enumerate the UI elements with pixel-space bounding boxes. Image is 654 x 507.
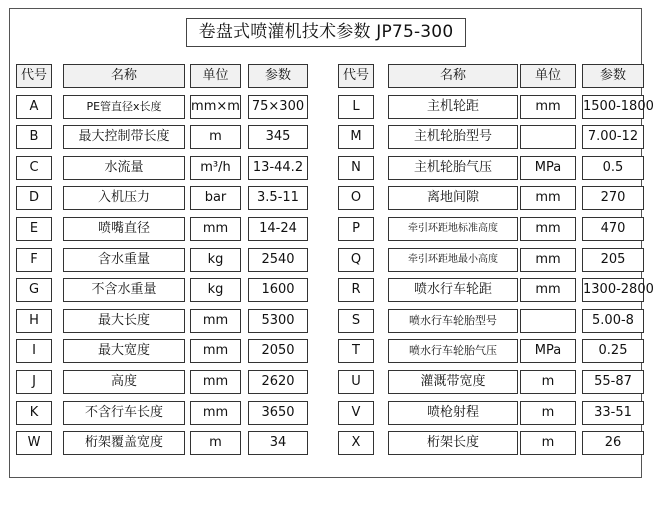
cell-code: L (338, 95, 374, 119)
cell-value: 13-44.2 (248, 156, 308, 180)
cell-value: 55-87 (582, 370, 644, 394)
cell-code: T (338, 339, 374, 363)
cell-unit: mm (520, 186, 576, 210)
cell-code: P (338, 217, 374, 241)
cell-name: 入机压力 (63, 186, 185, 210)
cell-unit: mm (520, 248, 576, 272)
cell-code: W (16, 431, 52, 455)
cell-unit: MPa (520, 339, 576, 363)
cell-value: 345 (248, 125, 308, 149)
cell-code: E (16, 217, 52, 241)
header-name: 名称 (63, 64, 185, 88)
cell-name: 牵引环距地标准高度 (388, 217, 518, 241)
cell-unit: MPa (520, 156, 576, 180)
cell-name: 喷枪射程 (388, 401, 518, 425)
cell-name: 灌溉带宽度 (388, 370, 518, 394)
cell-name: 主机轮胎型号 (388, 125, 518, 149)
cell-value: 34 (248, 431, 308, 455)
cell-name: 高度 (63, 370, 185, 394)
cell-unit: mm (520, 278, 576, 302)
cell-value: 3.5-11 (248, 186, 308, 210)
cell-code: N (338, 156, 374, 180)
cell-value: 2620 (248, 370, 308, 394)
cell-value: 75×300 (248, 95, 308, 119)
cell-unit: mm (190, 401, 241, 425)
cell-name: 含水重量 (63, 248, 185, 272)
cell-unit: m (190, 125, 241, 149)
header-unit: 单位 (190, 64, 241, 88)
cell-code: F (16, 248, 52, 272)
cell-unit: m (520, 401, 576, 425)
header-code: 代号 (16, 64, 52, 88)
cell-code: A (16, 95, 52, 119)
cell-code: G (16, 278, 52, 302)
cell-unit: kg (190, 278, 241, 302)
cell-code: J (16, 370, 52, 394)
cell-value: 14-24 (248, 217, 308, 241)
cell-code: X (338, 431, 374, 455)
cell-name: 水流量 (63, 156, 185, 180)
cell-value: 1300-2800 (582, 278, 644, 302)
cell-name: 最大宽度 (63, 339, 185, 363)
cell-name: 桁架长度 (388, 431, 518, 455)
cell-code: C (16, 156, 52, 180)
cell-value: 470 (582, 217, 644, 241)
cell-name: 最大长度 (63, 309, 185, 333)
cell-name: 不含行车长度 (63, 401, 185, 425)
header-code: 代号 (338, 64, 374, 88)
cell-name: 最大控制带长度 (63, 125, 185, 149)
cell-value: 5300 (248, 309, 308, 333)
cell-value: 33-51 (582, 401, 644, 425)
cell-code: S (338, 309, 374, 333)
cell-value: 2540 (248, 248, 308, 272)
cell-code: D (16, 186, 52, 210)
header-name: 名称 (388, 64, 518, 88)
cell-name: 离地间隙 (388, 186, 518, 210)
cell-value: 5.00-8 (582, 309, 644, 333)
cell-value: 270 (582, 186, 644, 210)
cell-unit: kg (190, 248, 241, 272)
cell-code: O (338, 186, 374, 210)
cell-code: I (16, 339, 52, 363)
cell-code: V (338, 401, 374, 425)
cell-value: 0.5 (582, 156, 644, 180)
cell-value: 1600 (248, 278, 308, 302)
cell-unit: mm×m (190, 95, 241, 119)
cell-unit: mm (190, 309, 241, 333)
cell-name: PE管直径x长度 (63, 95, 185, 119)
header-value: 参数 (248, 64, 308, 88)
cell-value: 26 (582, 431, 644, 455)
cell-name: 喷水行车轮胎气压 (388, 339, 518, 363)
cell-code: H (16, 309, 52, 333)
spec-sheet (9, 8, 654, 478)
cell-code: R (338, 278, 374, 302)
cell-value: 1500-1800 (582, 95, 644, 119)
cell-name: 喷水行车轮距 (388, 278, 518, 302)
cell-unit: mm (190, 370, 241, 394)
header-value: 参数 (582, 64, 644, 88)
cell-name: 主机轮距 (388, 95, 518, 119)
cell-name: 不含水重量 (63, 278, 185, 302)
cell-name: 牵引环距地最小高度 (388, 248, 518, 272)
cell-unit: m (520, 370, 576, 394)
cell-unit: mm (190, 217, 241, 241)
cell-value: 3650 (248, 401, 308, 425)
sheet-title: 卷盘式喷灌机技术参数 JP75-300 (186, 18, 466, 47)
cell-name: 主机轮胎气压 (388, 156, 518, 180)
cell-unit: m (190, 431, 241, 455)
cell-value: 7.00-12 (582, 125, 644, 149)
cell-code: Q (338, 248, 374, 272)
header-unit: 单位 (520, 64, 576, 88)
cell-name: 喷水行车轮胎型号 (388, 309, 518, 333)
cell-unit (520, 125, 576, 149)
cell-unit: mm (520, 95, 576, 119)
cell-unit: bar (190, 186, 241, 210)
cell-unit: mm (190, 339, 241, 363)
cell-name: 喷嘴直径 (63, 217, 185, 241)
cell-code: U (338, 370, 374, 394)
cell-name: 桁架覆盖宽度 (63, 431, 185, 455)
cell-value: 2050 (248, 339, 308, 363)
cell-code: B (16, 125, 52, 149)
cell-code: M (338, 125, 374, 149)
cell-unit: mm (520, 217, 576, 241)
cell-unit: m³/h (190, 156, 241, 180)
cell-unit (520, 309, 576, 333)
cell-value: 205 (582, 248, 644, 272)
cell-code: K (16, 401, 52, 425)
cell-value: 0.25 (582, 339, 644, 363)
cell-unit: m (520, 431, 576, 455)
